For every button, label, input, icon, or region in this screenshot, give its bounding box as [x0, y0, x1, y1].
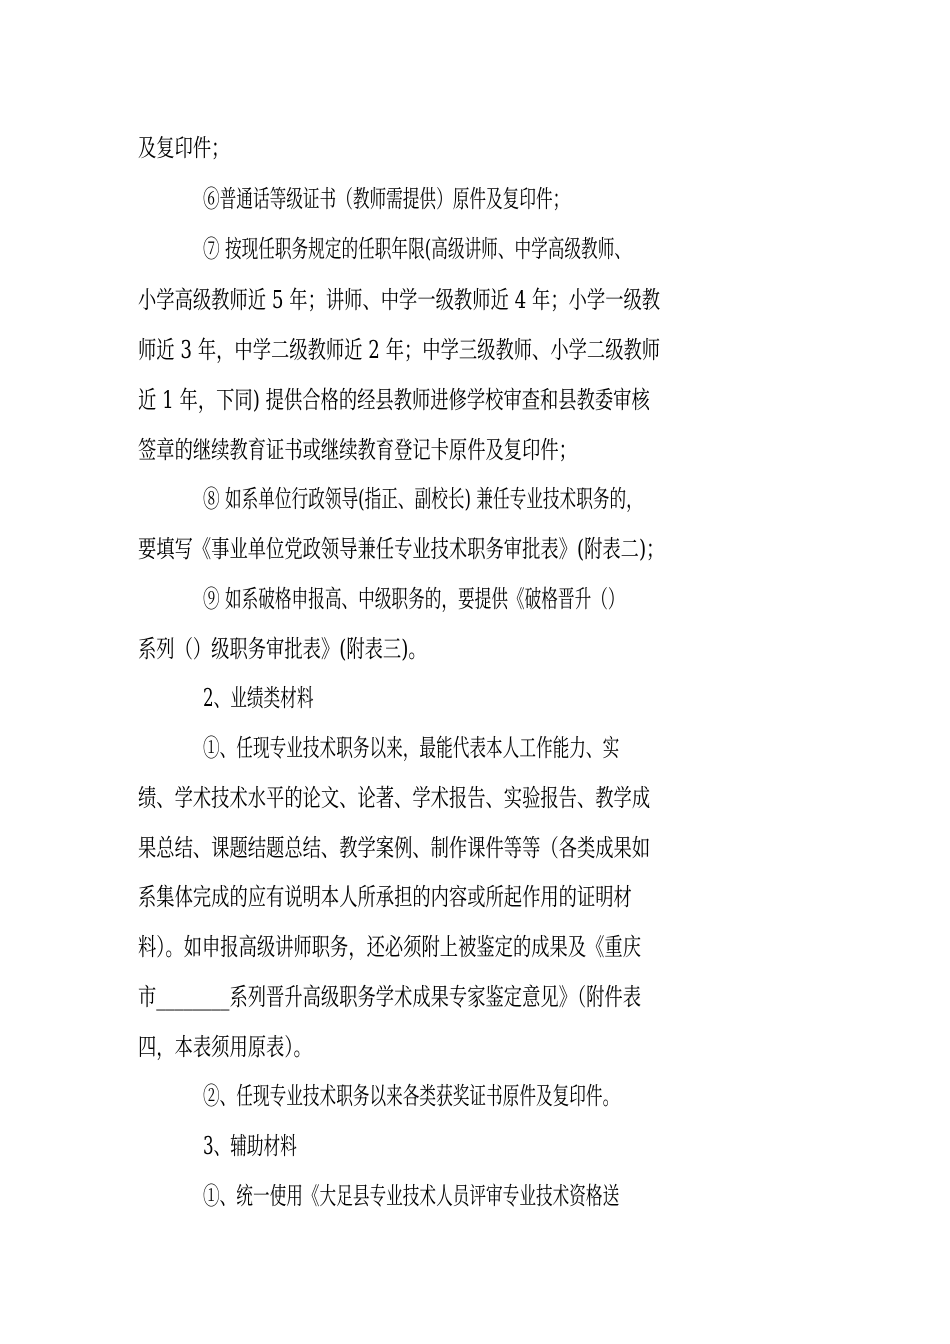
text-line: 绩、学术技术水平的论文、论著、学术报告、实验报告、教学成: [138, 784, 651, 812]
text-line: ⑥普通话等级证书（教师需提供）原件及复印件；: [203, 185, 570, 213]
text-line: ①、任现专业技术职务以来，最能代表本人工作能力、实: [203, 734, 620, 762]
text-line: 近 1 年，下同) 提供合格的经县教师进修学校审查和县教委审核: [138, 386, 650, 414]
text-line: 四，本表须用原表）。: [138, 1033, 312, 1061]
text-line: ⑦ 按现任职务规定的任职年限(高级讲师、中学高级教师、: [203, 235, 632, 263]
text-line: ⑨ 如系破格申报高、中级职务的，要提供《破格晋升（）: [203, 585, 625, 613]
text-line: 料）。如申报高级讲师职务，还必须附上被鉴定的成果及《重庆: [138, 933, 641, 961]
text-line: 系列（）级职务审批表》(附表三)。: [138, 635, 427, 663]
text-line: ①、统一使用《大足县专业技术人员评审专业技术资格送: [203, 1182, 620, 1210]
text-line: 签章的继续教育证书或继续教育登记卡原件及复印件；: [138, 436, 577, 464]
text-line: 师近 3 年，中学二级教师近 2 年；中学三级教师、小学二级教师: [138, 336, 661, 364]
text-line: ⑧ 如系单位行政领导(指正、副校长) 兼任专业技术职务的，: [203, 485, 643, 513]
text-line: 小学高级教师近 5 年；讲师、中学一级教师近 4 年；小学一级教: [138, 286, 661, 314]
text-line: 要填写《事业单位党政领导兼任专业技术职务审批表》(附表二)；: [138, 535, 665, 563]
text-line: 及复印件；: [138, 134, 230, 162]
section-heading: 2、业绩类材料: [203, 684, 314, 712]
text-line: 果总结、课题结题总结、教学案例、制作课件等等（各类成果如: [138, 834, 651, 862]
text-line: 市________系列晋升高级职务学术成果专家鉴定意见》（附件表: [138, 983, 641, 1011]
text-line: ②、任现专业技术职务以来各类获奖证书原件及复印件。: [203, 1082, 620, 1110]
section-heading: 3、辅助材料: [203, 1132, 297, 1160]
text-line: 系集体完成的应有说明本人所承担的内容或所起作用的证明材: [138, 883, 632, 911]
